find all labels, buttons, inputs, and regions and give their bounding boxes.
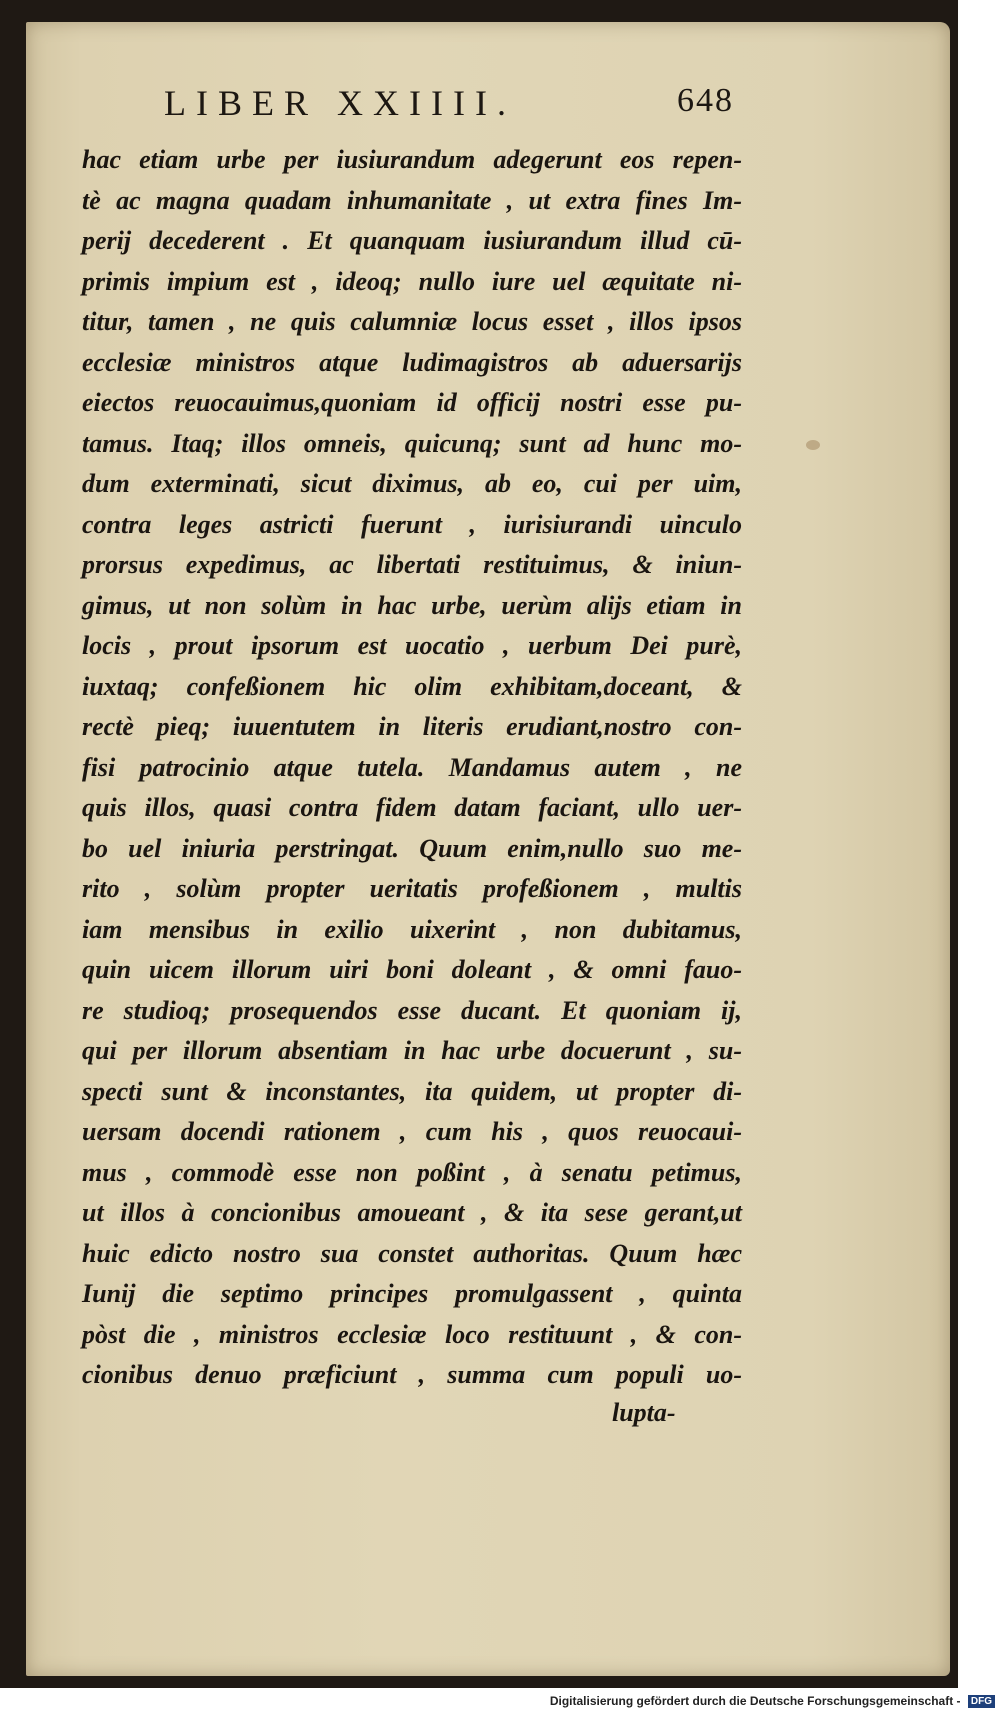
text-line: re studioq; prosequendos esse ducant. Et quoniam ij, (82, 995, 742, 1025)
text-line: primis impium est , ideoq; nullo iure uel æquitate ni- (82, 266, 742, 296)
text-line: rito , solùm propter ueritatis profeßionem , multis (82, 874, 742, 903)
text-line: tè ac magna quadam inhumanitate , ut extra fines Im- (82, 185, 742, 215)
text-line: perij decederent . Et quanquam iusiurandum illud cū- (82, 226, 742, 255)
book-page (26, 22, 950, 1676)
text-line: titur, tamen , ne quis calumniæ locus esset , illos ipsos (82, 307, 742, 336)
text-line: iam mensibus in exilio uixerint , non dubitamus, (82, 914, 742, 944)
text-line: contra leges astricti fuerunt , iurisiurandi uinculo (82, 509, 742, 539)
running-head-title: LIBER XXIIII. (164, 83, 516, 123)
text-line: dum exterminati, sicut diximus, ab eo, cui per uim, (82, 469, 742, 498)
text-line: eiectos reuocauimus,quoniam id officij nostri esse pu- (82, 388, 742, 417)
dfg-logo: DFG (968, 1695, 995, 1708)
text-line: qui per illorum absentiam in hac urbe docuerunt , su- (82, 1036, 742, 1065)
text-line: quis illos, quasi contra fidem datam faciant, ullo uer- (82, 793, 742, 822)
catchword: lupta- (612, 1398, 676, 1427)
text-line: iuxtaq; confeßionem hic olim exhibitam,doceant, & (82, 671, 742, 701)
paper-stain (806, 440, 820, 450)
text-line: tamus. Itaq; illos omneis, quicunq; sunt ad hunc mo- (82, 428, 742, 458)
text-line: Iunij die septimo principes promulgassent , quinta (82, 1279, 742, 1308)
text-line: huic edicto nostro sua constet authoritas. Quum hæc (82, 1238, 742, 1268)
text-line: pòst die , ministros ecclesiæ loco restituunt , & con- (82, 1319, 742, 1349)
text-line: mus , commodè esse non poßint , à senatu petimus, (82, 1157, 742, 1187)
body-text (82, 140, 742, 1396)
text-line: ecclesiæ ministros atque ludimagistros ab aduersarijs (82, 347, 742, 377)
text-line: prorsus expedimus, ac libertati restituimus, & iniun- (82, 550, 742, 579)
credit-text: Digitalisierung gefördert durch die Deutsche Forschungsgemeinschaft - (549, 1694, 961, 1708)
text-line: quin uicem illorum uiri boni doleant , & omni fauo- (82, 955, 742, 984)
text-line: bo uel iniuria perstringat. Quum enim,nullo suo me- (82, 833, 742, 863)
digitization-credit (0, 1694, 995, 1708)
text-line: locis , prout ipsorum est uocatio , uerbum Dei purè, (82, 631, 742, 660)
page-number: 648 (677, 82, 734, 119)
text-line: uersam docendi rationem , cum his , quos reuocaui- (82, 1117, 742, 1146)
running-head (164, 82, 734, 132)
text-line: fisi patrocinio atque tutela. Mandamus autem , ne (82, 752, 742, 782)
text-line: specti sunt & inconstantes, ita quidem, ut propter di- (82, 1076, 742, 1106)
text-line: rectè pieq; iuuentutem in literis erudiant,nostro con- (82, 712, 742, 741)
text-line: gimus, ut non solùm in hac urbe, uerùm alijs etiam in (82, 590, 742, 620)
text-line: cionibus denuo præficiunt , summa cum populi uo- (82, 1360, 742, 1389)
text-line: ut illos à concionibus amoueant , & ita sese gerant,ut (82, 1198, 742, 1227)
text-line: hac etiam urbe per iusiurandum adegerunt eos repen- (82, 145, 742, 174)
